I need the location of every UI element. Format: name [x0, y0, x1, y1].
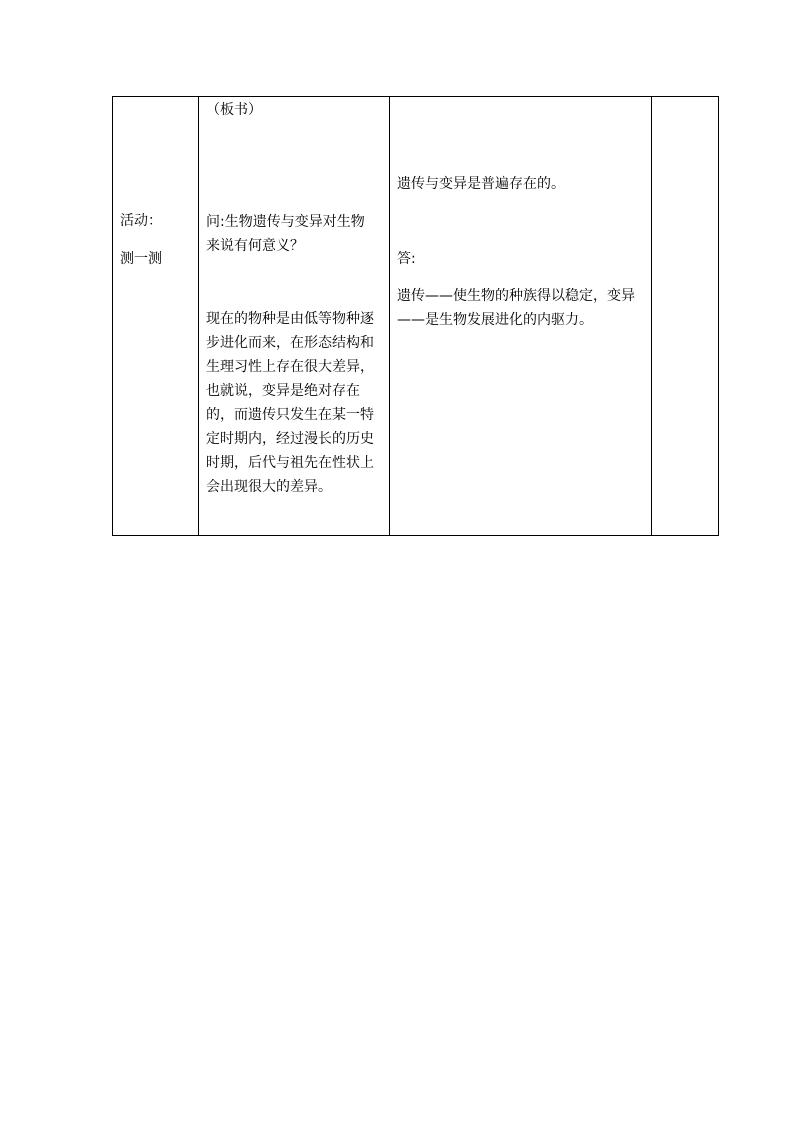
explanation-text: 现在的物种是由低等物种逐步进化而来，在形态结构和生理习性上存在很大差异，也就说，变异是绝对存在的，而遗传只发生在某一特定时期内，经过漫长的历史时期，后代与祖先在性状上会出现很大的差异。: [206, 311, 374, 495]
question-text: 问:生物遗传与变异对生物来说有何意义？: [206, 214, 365, 254]
answer-text: 遗传——使生物的种族得以稳定，变异——是生物发展进化的内驱力。: [397, 288, 635, 328]
activity-label: 活动：: [120, 213, 162, 229]
statement-text: 遗传与变异是普遍存在的。: [397, 176, 565, 192]
board-note: （板书）: [206, 102, 262, 118]
teacher-activity-cell: [199, 97, 390, 536]
answer-label: 答:: [397, 251, 416, 267]
activity-name: 测一测: [120, 251, 162, 267]
student-activity-cell: [390, 97, 652, 536]
table-row: [113, 97, 719, 536]
notes-cell: [652, 97, 719, 536]
activity-cell: [113, 97, 199, 536]
lesson-plan-table: [112, 96, 719, 536]
